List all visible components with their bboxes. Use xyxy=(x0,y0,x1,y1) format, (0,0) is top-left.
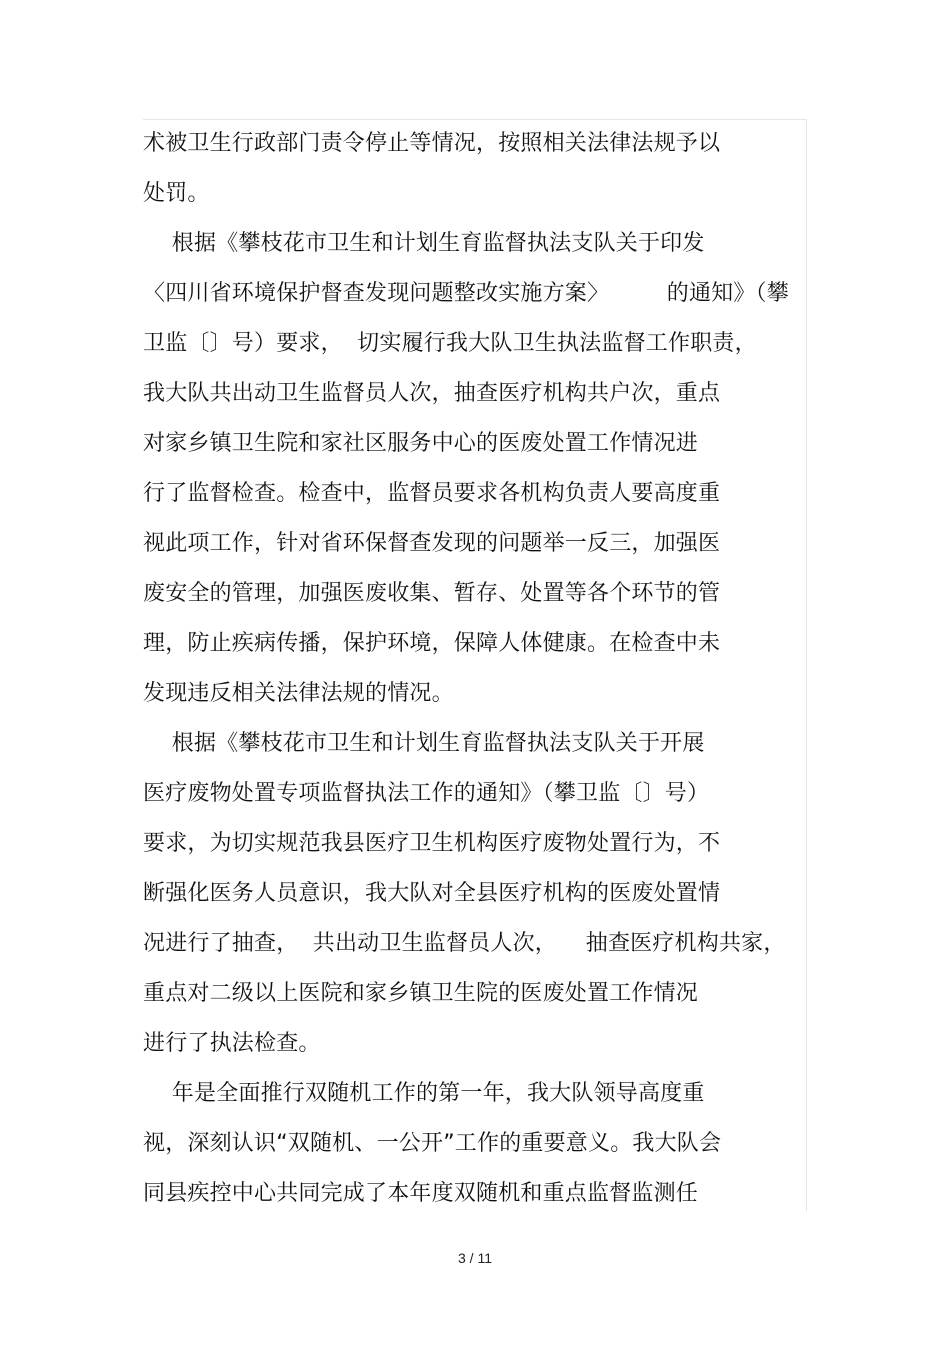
text-line: 术被卫生行政部门责令停止等情况，按照相关法律法规予以 xyxy=(143,131,721,156)
text-line: 废安全的管理，加强医废收集、暂存、处置等各个环节的管 xyxy=(143,581,721,606)
text-line: 根据《攀枝花市卫生和计划生育监督执法支队关于印发 xyxy=(143,231,705,256)
text-line: 〈四川省环境保护督查发现问题整改实施方案〉 的通知》（攀 xyxy=(143,281,789,306)
text-line: 对家乡镇卫生院和家社区服务中心的医废处置工作情况进 xyxy=(143,431,699,456)
text-line: 同县疾控中心共同完成了本年度双随机和重点监督监测任 xyxy=(143,1181,699,1206)
text-line: 重点对二级以上医院和家乡镇卫生院的医废处置工作情况 xyxy=(143,981,699,1006)
text-line: 我大队共出动卫生监督员人次，抽查医疗机构共户次，重点 xyxy=(143,381,721,406)
text-line: 况进行了抽查， 共出动卫生监督员人次， 抽查医疗机构共家， xyxy=(143,931,786,956)
text-line: 医疗废物处置专项监督执法工作的通知》（攀卫监〔〕号） xyxy=(143,781,710,806)
text-line: 卫监〔〕号）要求， 切实履行我大队卫生执法监督工作职责， xyxy=(143,331,757,356)
text-line: 断强化医务人员意识，我大队对全县医疗机构的医废处置情 xyxy=(143,881,721,906)
page-number: 3 / 11 xyxy=(458,1250,492,1266)
text-line: 处罚。 xyxy=(143,181,210,206)
text-line: 进行了执法检查。 xyxy=(143,1031,321,1056)
text-line: 根据《攀枝花市卫生和计划生育监督执法支队关于开展 xyxy=(143,731,705,756)
text-line: 年是全面推行双随机工作的第一年，我大队领导高度重 xyxy=(143,1081,705,1106)
text-line: 理，防止疾病传播，保护环境，保障人体健康。在检查中未 xyxy=(143,631,721,656)
text-line: 视此项工作，针对省环保督查发现的问题举一反三，加强医 xyxy=(143,531,721,556)
text-line: 要求，为切实规范我县医疗卫生机构医疗废物处置行为，不 xyxy=(143,831,721,856)
text-line: 发现违反相关法律法规的情况。 xyxy=(143,681,454,706)
text-line: 视，深刻认识“双随机、一公开”工作的重要意义。我大队会 xyxy=(143,1131,722,1156)
text-line: 行了监督检查。检查中，监督员要求各机构负责人要高度重 xyxy=(143,481,721,506)
